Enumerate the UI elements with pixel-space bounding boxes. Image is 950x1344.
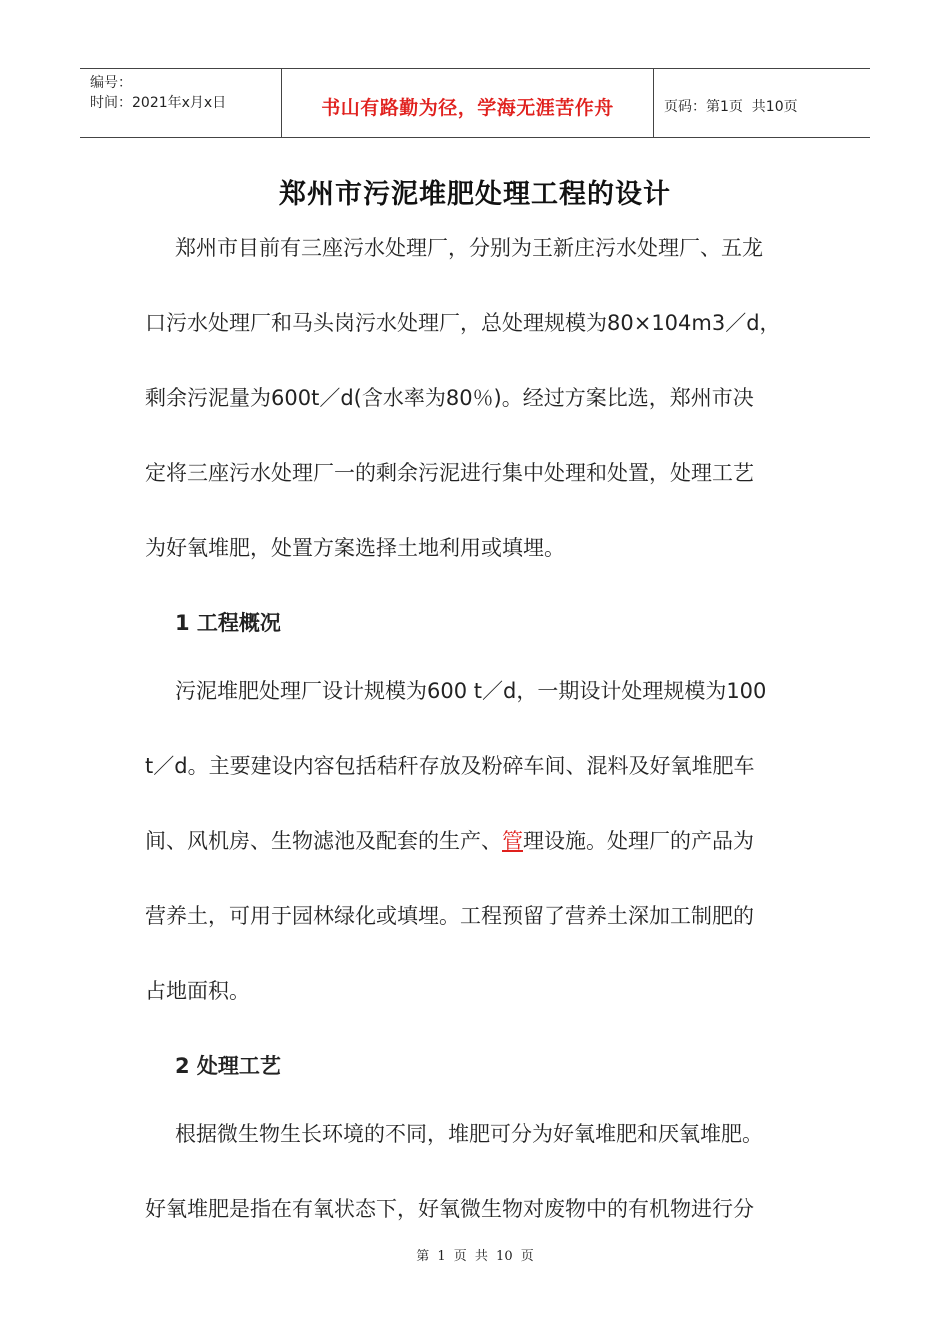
paragraph-text: 理设施。处理厂的产品为 [523, 829, 754, 853]
document-header [80, 68, 870, 138]
header-motto: 书山有路勤为径，学海无涯苦作舟 [282, 69, 654, 137]
paragraph-line: 郑州市目前有三座污水处理厂，分别为王新庄污水处理厂、五龙 [175, 236, 763, 260]
header-page-info [654, 69, 870, 137]
document-title: 郑州市污泥堆肥处理工程的设计 [279, 179, 671, 210]
paragraph-line [145, 819, 810, 894]
paragraph-line: 定将三座污水处理厂一的剩余污泥进行集中处理和处置，处理工艺 [145, 461, 754, 485]
paragraph-line: 根据微生物生长环境的不同，堆肥可分为好氧堆肥和厌氧堆肥。 [175, 1122, 763, 1146]
page-info-text: 页码：第1页 共10页 [664, 99, 798, 115]
paragraph-line: 营养土，可用于园林绿化或填埋。工程预留了营养土深加工制肥的 [145, 904, 754, 928]
document-body [145, 226, 810, 1262]
paragraph-text: 间、风机房、生物滤池及配套的生产、 [145, 829, 502, 853]
paragraph-line: 好氧堆肥是指在有氧状态下，好氧微生物对废物中的有机物进行分 [145, 1197, 754, 1221]
paragraph-line: 占地面积。 [145, 979, 250, 1003]
page-footer: 第 1 页 共 10 页 [416, 1249, 534, 1264]
paragraph-line: 为好氧堆肥，处置方案选择土地利用或填埋。 [145, 536, 565, 560]
time-label: 时间：2021年x月x日 [90, 95, 227, 111]
section-heading-process: 2 处理工艺 [175, 1054, 281, 1078]
inline-link[interactable]: 管 [502, 829, 523, 853]
paragraph-line: 剩余污泥量为600t／d(含水率为80％)。经过方案比选，郑州市决 [145, 386, 754, 410]
paragraph-line: 污泥堆肥处理厂设计规模为600 t／d，一期设计处理规模为100 [175, 679, 767, 703]
header-meta [80, 69, 282, 137]
paragraph-line: 口污水处理厂和马头岗污水处理厂，总处理规模为80×104m3／d， [145, 311, 781, 335]
number-label: 编号： [90, 75, 132, 91]
paragraph-line: t／d。主要建设内容包括秸秆存放及粉碎车间、混料及好氧堆肥车 [145, 754, 755, 778]
section-heading-overview: 1 工程概况 [175, 611, 281, 635]
